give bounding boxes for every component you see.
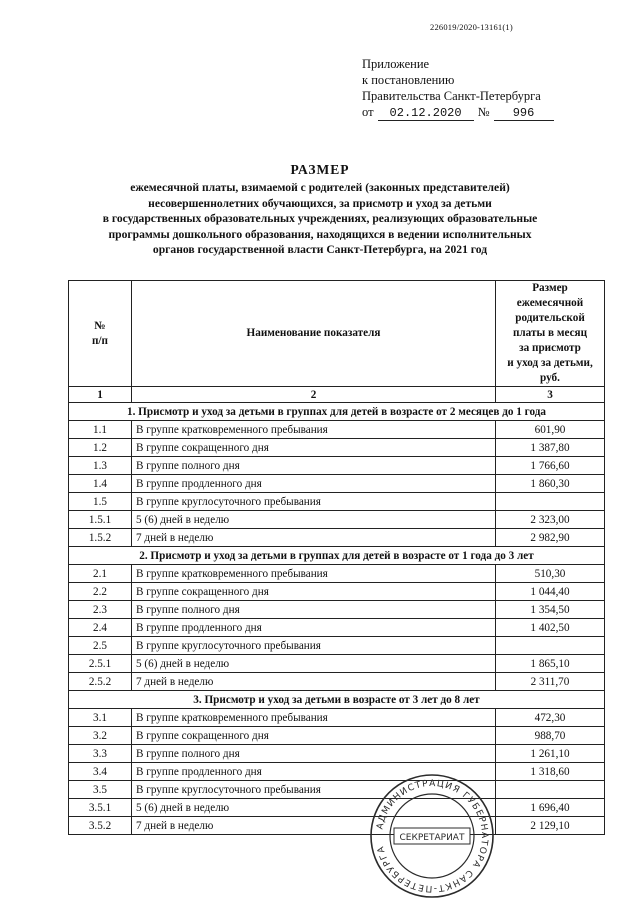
section-header-row bbox=[69, 403, 605, 421]
row-number: 3.5.1 bbox=[69, 799, 132, 817]
row-value bbox=[496, 637, 605, 655]
row-value: 2 129,10 bbox=[496, 817, 605, 835]
row-value: 1 766,60 bbox=[496, 457, 605, 475]
row-value: 1 354,50 bbox=[496, 601, 605, 619]
table-row bbox=[69, 799, 605, 817]
row-name: В группе сокращенного дня bbox=[132, 727, 496, 745]
section-header-row bbox=[69, 691, 605, 709]
row-name: В группе полного дня bbox=[132, 601, 496, 619]
title-line3: в государственных образовательных учреждениях, реализующих образовательные bbox=[102, 212, 538, 225]
table-row bbox=[69, 601, 605, 619]
row-value: 1 261,10 bbox=[496, 745, 605, 763]
row-value: 1 860,30 bbox=[496, 475, 605, 493]
row-name: В группе круглосуточного пребывания bbox=[132, 493, 496, 511]
title-line2: несовершеннолетних обучающихся, за присмотр и уход за детьми bbox=[148, 196, 492, 210]
appendix-line3: Правительства Санкт-Петербурга bbox=[362, 89, 541, 103]
table-row bbox=[69, 781, 605, 799]
row-value: 510,30 bbox=[496, 565, 605, 583]
row-number: 1.3 bbox=[69, 457, 132, 475]
stamp-center-text: СЕКРЕТАРИАТ bbox=[399, 833, 465, 843]
table-row bbox=[69, 511, 605, 529]
table-row bbox=[69, 817, 605, 835]
row-name: В группе кратковременного пребывания bbox=[132, 565, 496, 583]
row-value: 1 044,40 bbox=[496, 583, 605, 601]
resolution-date: 02.12.2020 bbox=[378, 107, 474, 121]
row-name: 7 дней в неделю bbox=[132, 673, 496, 691]
section-title: 3. Присмотр и уход за детьми в возрасте от 3 лет до 8 лет bbox=[69, 691, 605, 709]
header-number: № п/п bbox=[69, 281, 132, 387]
row-name: В группе продленного дня bbox=[132, 763, 496, 781]
fee-table bbox=[68, 280, 605, 835]
row-number: 1.5.2 bbox=[69, 529, 132, 547]
table-row bbox=[69, 745, 605, 763]
row-value bbox=[496, 493, 605, 511]
row-value: 1 865,10 bbox=[496, 655, 605, 673]
row-value: 1 387,80 bbox=[496, 439, 605, 457]
row-name: В группе кратковременного пребывания bbox=[132, 709, 496, 727]
row-value: 472,30 bbox=[496, 709, 605, 727]
table-row bbox=[69, 727, 605, 745]
column-number-3: 3 bbox=[496, 387, 605, 403]
appendix-line1: Приложение bbox=[362, 57, 430, 71]
row-number: 3.4 bbox=[69, 763, 132, 781]
column-number-1: 1 bbox=[69, 387, 132, 403]
column-numbers-row bbox=[69, 387, 605, 403]
table-row bbox=[69, 565, 605, 583]
table-row bbox=[69, 655, 605, 673]
row-number: 3.2 bbox=[69, 727, 132, 745]
table-row bbox=[69, 529, 605, 547]
row-value: 2 982,90 bbox=[496, 529, 605, 547]
title-line5: органов государственной власти Санкт-Петербурга, на 2021 год bbox=[152, 243, 488, 256]
section-title: 2. Присмотр и уход за детьми в группах для детей в возрасте от 1 года до 3 лет bbox=[69, 547, 605, 565]
row-number: 2.1 bbox=[69, 565, 132, 583]
row-value: 988,70 bbox=[496, 727, 605, 745]
table-row bbox=[69, 583, 605, 601]
table-header-row bbox=[69, 281, 605, 387]
row-number: 3.5 bbox=[69, 781, 132, 799]
row-name: 5 (6) дней в неделю bbox=[132, 799, 496, 817]
table-row bbox=[69, 475, 605, 493]
row-name: 5 (6) дней в неделю bbox=[132, 655, 496, 673]
row-value: 601,90 bbox=[496, 421, 605, 439]
row-number: 2.5 bbox=[69, 637, 132, 655]
stamp-ring-text: АДМИНИСТРАЦИЯ ГУБЕРНАТОРА САНКТ-ПЕТЕРБУРГА bbox=[375, 778, 490, 894]
row-number: 2.5.2 bbox=[69, 673, 132, 691]
row-name: 7 дней в неделю bbox=[132, 817, 496, 835]
row-number: 2.2 bbox=[69, 583, 132, 601]
title-heading: РАЗМЕР bbox=[290, 162, 350, 177]
table-body bbox=[69, 403, 605, 835]
row-number: 1.5.1 bbox=[69, 511, 132, 529]
row-name: 5 (6) дней в неделю bbox=[132, 511, 496, 529]
row-name: В группе круглосуточного пребывания bbox=[132, 781, 496, 799]
row-number: 2.3 bbox=[69, 601, 132, 619]
resolution-number: 996 bbox=[494, 107, 554, 121]
header-name: Наименование показателя bbox=[132, 281, 496, 387]
row-name: В группе продленного дня bbox=[132, 475, 496, 493]
table-row bbox=[69, 673, 605, 691]
table-row bbox=[69, 421, 605, 439]
table-row bbox=[69, 619, 605, 637]
row-number: 2.4 bbox=[69, 619, 132, 637]
row-value: 1 318,60 bbox=[496, 763, 605, 781]
table-row bbox=[69, 439, 605, 457]
row-name: В группе сокращенного дня bbox=[132, 439, 496, 457]
number-label: № bbox=[477, 105, 490, 119]
row-number: 3.3 bbox=[69, 745, 132, 763]
row-number: 1.1 bbox=[69, 421, 132, 439]
row-number: 3.5.2 bbox=[69, 817, 132, 835]
from-label: от bbox=[362, 105, 374, 119]
row-name: В группе полного дня bbox=[132, 457, 496, 475]
row-value: 1 402,50 bbox=[496, 619, 605, 637]
row-value: 2 323,00 bbox=[496, 511, 605, 529]
row-value: 2 311,70 bbox=[496, 673, 605, 691]
row-name: В группе кратковременного пребывания bbox=[132, 421, 496, 439]
header-fee: Размер ежемесячной родительской платы в месяц за присмотр и уход за детьми, руб. bbox=[496, 281, 605, 387]
section-header-row bbox=[69, 547, 605, 565]
appendix-line2: к постановлению bbox=[362, 73, 455, 87]
table-row bbox=[69, 763, 605, 781]
title-line1: ежемесячной платы, взимаемой с родителей (законных представителей) bbox=[130, 181, 510, 194]
title-line4: программы дошкольного образования, находящихся в ведении исполнительных bbox=[108, 227, 532, 241]
row-name: В группе круглосуточного пребывания bbox=[132, 637, 496, 655]
row-number: 3.1 bbox=[69, 709, 132, 727]
row-name: В группе продленного дня bbox=[132, 619, 496, 637]
row-number: 1.2 bbox=[69, 439, 132, 457]
table-row bbox=[69, 709, 605, 727]
table-row bbox=[69, 493, 605, 511]
row-value: 1 696,40 bbox=[496, 799, 605, 817]
column-number-2: 2 bbox=[132, 387, 496, 403]
table-row bbox=[69, 457, 605, 475]
appendix-date-line bbox=[362, 104, 554, 121]
row-name: В группе сокращенного дня bbox=[132, 583, 496, 601]
row-number: 1.5 bbox=[69, 493, 132, 511]
row-name: 7 дней в неделю bbox=[132, 529, 496, 547]
document-title bbox=[60, 162, 580, 258]
table-row bbox=[69, 637, 605, 655]
section-title: 1. Присмотр и уход за детьми в группах для детей в возрасте от 2 месяцев до 1 года bbox=[69, 403, 605, 421]
row-name: В группе полного дня bbox=[132, 745, 496, 763]
appendix-block bbox=[362, 56, 554, 121]
seal-stamp bbox=[368, 772, 496, 900]
document-number: 226019/2020-13161(1) bbox=[430, 22, 513, 32]
row-number: 1.4 bbox=[69, 475, 132, 493]
row-value bbox=[496, 781, 605, 799]
row-number: 2.5.1 bbox=[69, 655, 132, 673]
